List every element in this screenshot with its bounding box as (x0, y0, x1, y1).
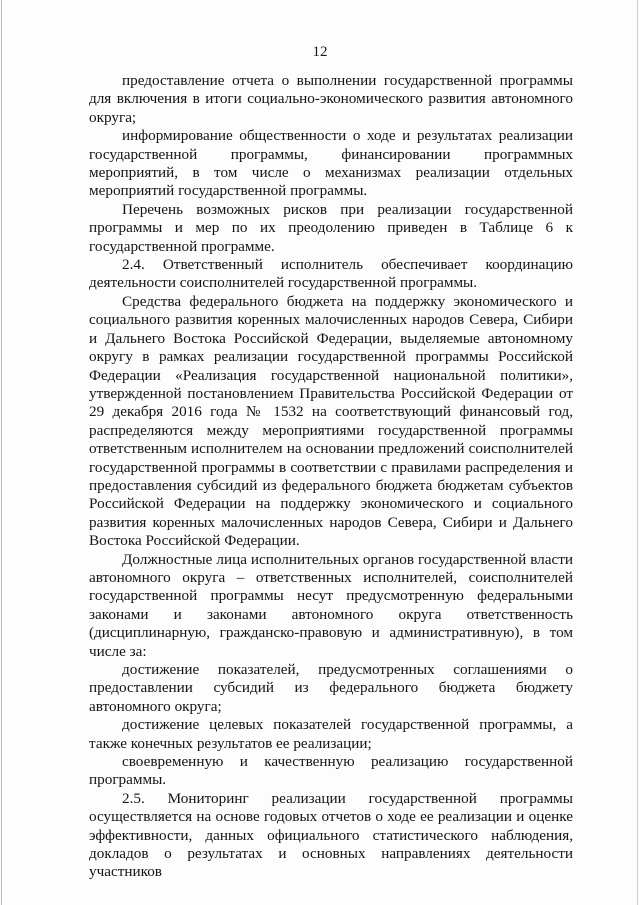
paragraph-section-2-4: 2.4. Ответственный исполнитель обеспечивает координацию деятельности соисполнителей государственной программы. (89, 256, 573, 292)
page-number: 12 (312, 44, 328, 60)
paragraph-list-item-indicators: достижение показателей, предусмотренных соглашениями о предоставлении субсидий из федерального бюджета бюджету автономного округа; (89, 661, 573, 715)
paragraph-public-information: информирование общественности о ходе и результатах реализации государственной программы, финансировании программных мероприятий, в том числе о механизмах реализации отдельных мероприятий государственной программы. (89, 127, 573, 200)
paragraph-risks: Перечень возможных рисков при реализации государственной программы и мер по их преодолению приведен в Таблице 6 к государственной программе. (89, 200, 573, 255)
paragraph-list-item-timely: своевременную и качественную реализацию государственной программы. (89, 753, 573, 789)
paragraph-section-2-5: 2.5. Мониторинг реализации государственной программы осуществляется на основе годовых отчетов о ходе ее реализации и оценке эффективности, данных официального статистического наблюдения, докладов о результатах и основных направлениях деятельности участников (89, 789, 573, 881)
paragraph-officials-responsibility: Должностные лица исполнительных органов государственной власти автономного округа – ответственных исполнителей, соисполнителей государственной программы несут предусмотренную федеральными законами и законами автономного округа ответственность (дисциплинарную, гражданско-правовую и административную), в том числе за: (89, 550, 573, 660)
paragraph-list-item-targets: достижение целевых показателей государственной программы, а также конечных результатов ее реализации; (89, 716, 573, 752)
paragraph-report-results: предоставление отчета о выполнении государственной программы для включения в итоги социально-экономического развития автономного округа; (89, 72, 573, 126)
paragraph-federal-budget: Средства федерального бюджета на поддержку экономического и социального развития коренных малочисленных народов Севера, Сибири и Дальнего Востока Российской Федерации, выделяемые автономному округу в рамках реализации государственной программы Российской Федерации «Реализация государственной национальной политики», утвержденной постановлением Правительства Российской Федерации от 29 декабря 2016 года № 1532 на соответствующий финансовый год, распределяются между мероприятиями государственной программы ответственным исполнителем на основании предложений соисполнителей государственной программы в соответствии с правилами распределения и предоставления субсидий из федерального бюджета бюджетам субъектов Российской Федерации на поддержку экономического и социального развития коренных малочисленных народов Севера, Сибири и Дальнего Востока Российской Федерации. (89, 292, 573, 550)
document-body (89, 72, 573, 882)
page-edge-left (1, 0, 2, 905)
page-edge-right (637, 0, 638, 905)
